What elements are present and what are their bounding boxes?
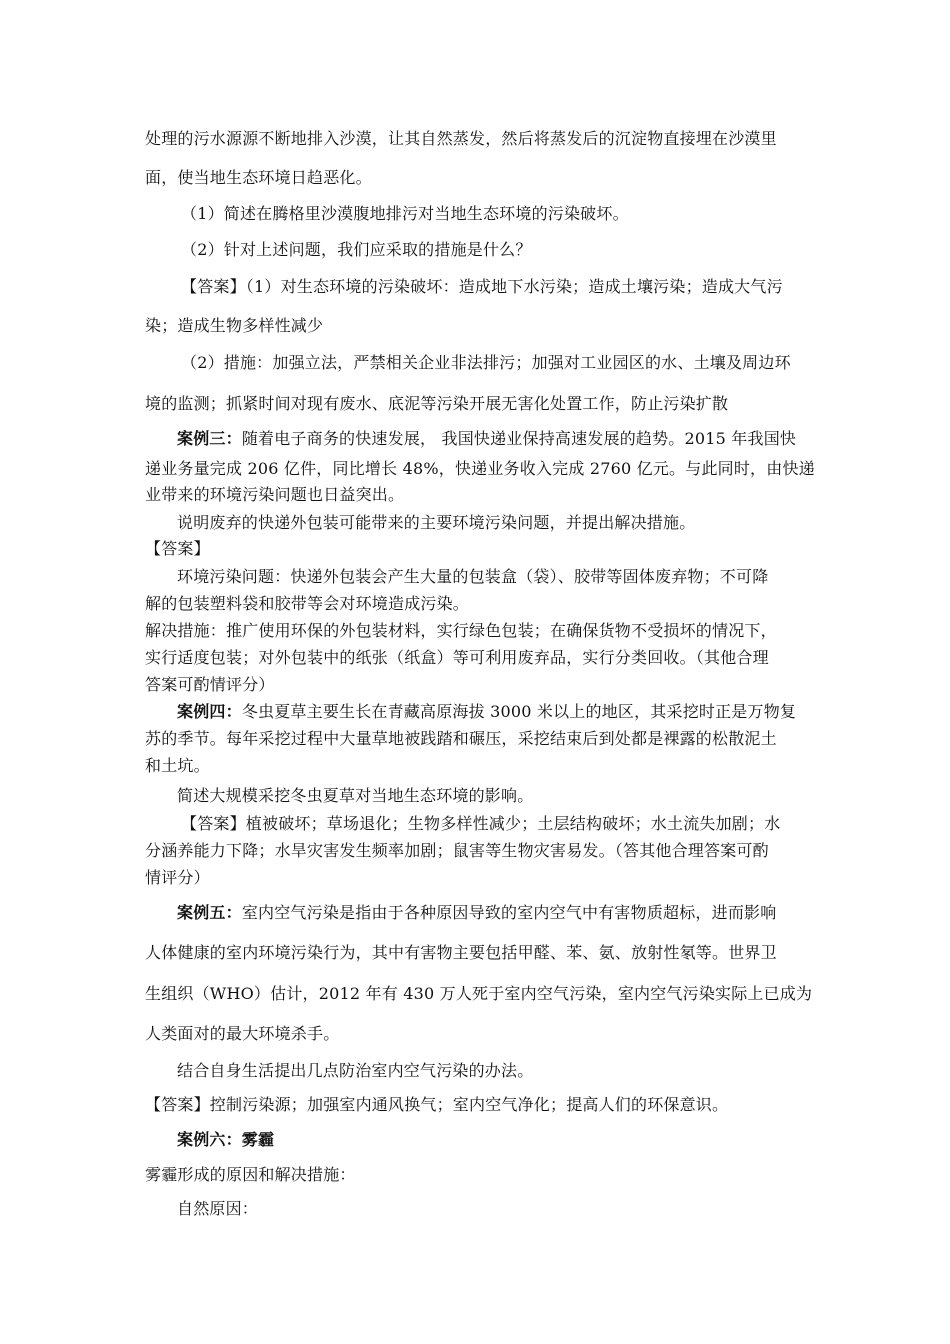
- text-line: 和土坑。: [145, 756, 210, 775]
- text-line: 境的监测；抓紧时间对现有废水、底泥等污染开展无害化处置工作，防止污染扩散: [145, 394, 729, 413]
- text-line: 说明废弃的快递外包装可能带来的主要环境污染问题，并提出解决措施。: [177, 513, 696, 532]
- text-line: 简述大规模采挖冬虫夏草对当地生态环境的影响。: [177, 786, 534, 805]
- text-line: 处理的污水源源不断地排入沙漠，让其自然蒸发，然后将蒸发后的沉淀物直接埋在沙漠里: [145, 129, 777, 148]
- answer-text: 【答案】（1）对生态环境的污染破坏：造成地下水污染；造成土壤污染；造成大气污: [181, 277, 783, 296]
- answer-label: 【答案】: [145, 539, 210, 558]
- text-line: 结合自身生活提出几点防治室内空气污染的办法。: [177, 1061, 534, 1080]
- case-6-heading: 案例六：雾霾: [177, 1130, 275, 1149]
- text-line: 解的包装塑料袋和胶带等会对环境造成污染。: [145, 594, 470, 613]
- text-line: 递业务量完成 206 亿件，同比增长 48%，快递业务收入完成 2760 亿元。与此同时，由快递: [145, 459, 815, 478]
- case-5-paragraph: 案例五：室内空气污染是指由于各种原因导致的室内空气中有害物质超标，进而影响: [177, 903, 777, 922]
- case-4-label: 案例四：: [177, 702, 242, 721]
- case-4-paragraph: 案例四：冬虫夏草主要生长在青藏高原海拔 3000 米以上的地区，其采挖时正是万物复: [177, 702, 797, 721]
- text-line: 面，使当地生态环境日趋恶化。: [145, 168, 372, 187]
- question-2: （2）针对上述问题，我们应采取的措施是什么？: [181, 240, 532, 259]
- case-3-paragraph: 案例三：随着电子商务的快速发展， 我国快递业保持高速发展的趋势。2015 年我国快: [177, 429, 797, 448]
- answer-text: （2）措施：加强立法，严禁相关企业非法排污；加强对工业园区的水、土壤及周边环: [181, 353, 791, 372]
- text-line: 雾霾形成的原因和解决措施：: [145, 1165, 356, 1184]
- text-line: 苏的季节。每年采挖过程中大量草地被践踏和碾压，采挖结束后到处都是裸露的松散泥土: [145, 729, 777, 748]
- answer-text: 【答案】控制污染源；加强室内通风换气；室内空气净化；提高人们的环保意识。: [145, 1095, 729, 1114]
- text-line: 生组织（WHO）估计，2012 年有 430 万人死于室内空气污染，室内空气污染实际上已成为: [145, 984, 813, 1003]
- case-3-label: 案例三：: [177, 429, 242, 448]
- text-line: 情评分）: [145, 868, 210, 887]
- text-line: 人体健康的室内环境污染行为，其中有害物主要包括甲醛、苯、氨、放射性氡等。世界卫: [145, 943, 777, 962]
- text-line: 环境污染问题：快递外包装会产生大量的包装盒（袋）、胶带等固体废弃物；不可降: [177, 567, 769, 586]
- text-line: 自然原因：: [177, 1199, 259, 1218]
- text-line: 业带来的环境污染问题也日益突出。: [145, 485, 405, 504]
- answer-text: 【答案】植被破坏；草场退化；生物多样性减少；土层结构破坏；水土流失加剧；水: [181, 814, 781, 833]
- text-line: 人类面对的最大环境杀手。: [145, 1024, 340, 1043]
- text-line: 实行适度包装；对外包装中的纸张（纸盒）等可利用废弃品，实行分类回收。（其他合理: [145, 648, 769, 667]
- text-line: 染；造成生物多样性减少: [145, 316, 324, 335]
- text-line: 分涵养能力下降；水旱灾害发生频率加剧；鼠害等生物灾害易发。（答其他合理答案可酌: [145, 841, 769, 860]
- text-line: 答案可酌情评分）: [145, 675, 275, 694]
- case-5-label: 案例五：: [177, 903, 242, 922]
- text-line: 解决措施：推广使用环保的外包装材料，实行绿色包装；在确保货物不受损坏的情况下，: [145, 621, 777, 640]
- question-1: （1）简述在腾格里沙漠腹地排污对当地生态环境的污染破坏。: [181, 204, 629, 223]
